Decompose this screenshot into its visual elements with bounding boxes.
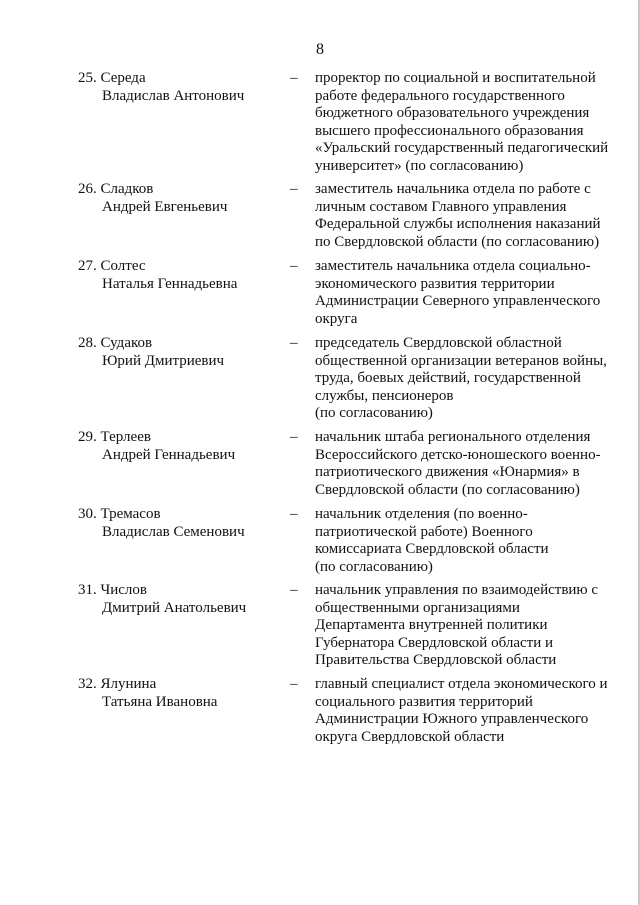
member-given-name: Владислав Семенович [102,523,245,540]
position-line: «Уральский государственный педагогический [315,140,609,156]
member-name [78,181,278,216]
member-position [315,676,625,746]
position-line: заместитель начальника отдела социально- [315,258,591,274]
member-number: 28. [78,335,97,351]
position-line: Департамента внутренней политики [315,617,548,633]
member-name [78,70,278,105]
member-surname: Солтес [100,258,146,274]
dash-separator: – [290,70,298,86]
member-number-surname [78,429,278,447]
dash-separator: – [290,676,298,692]
member-position [315,582,625,670]
page-number: 8 [316,41,324,58]
position-line: (по согласованию) [315,405,433,421]
dash-separator: – [290,335,298,351]
position-line: патриотической работе) Военного [315,523,533,540]
member-number-surname [78,335,278,353]
member-number: 32. [78,676,97,692]
position-line: службы, пенсионеров [315,387,454,404]
member-number-surname [78,506,278,524]
dash-separator: – [290,258,298,274]
member-surname: Ялунина [100,676,157,692]
position-line: работе федерального государственного [315,87,565,104]
member-position [315,429,625,499]
member-number: 29. [78,429,97,445]
position-line: округа [315,310,358,327]
position-line: Федеральной службы исполнения наказаний [315,216,601,232]
member-name [78,506,278,541]
member-number-surname [78,181,278,199]
member-surname: Середа [100,70,146,86]
member-surname: Терлеев [100,429,151,445]
dash-separator: – [290,181,298,197]
member-number: 26. [78,181,97,197]
position-line: комиссариата Свердловской области [315,541,549,557]
position-line: Всероссийского детско-юношеского военно- [315,446,601,463]
position-line: Правительства Свердловской области [315,652,557,668]
position-line: общественной организации ветеранов войны, [315,352,607,369]
member-given-name: Наталья Геннадьевна [102,275,238,292]
member-given-name: Дмитрий Анатольевич [102,599,247,616]
position-line: начальник управления по взаимодействию с [315,582,599,598]
member-name [78,429,278,464]
member-surname: Тремасов [100,506,161,522]
position-line: (по согласованию) [315,558,433,575]
member-given-name: Юрий Дмитриевич [102,352,225,369]
member-name [78,676,278,711]
member-number-surname [78,676,278,694]
member-number: 25. [78,70,97,86]
member-given-name: Татьяна Ивановна [102,693,218,710]
member-number-surname [78,582,278,600]
member-given-name: Андрей Евгеньевич [102,198,228,215]
position-line: бюджетного образовательного учреждения [315,105,590,121]
position-line: личным составом Главного управления [315,198,567,215]
position-line: начальник штаба регионального отделения [315,429,591,445]
member-number-surname [78,70,278,88]
member-number: 31. [78,582,97,598]
position-line: проректор по социальной и воспитательной [315,70,596,86]
member-surname: Сладков [100,181,154,197]
member-given-name: Андрей Геннадьевич [102,446,236,463]
position-line: главный специалист отдела экономического и [315,676,608,692]
member-position [315,181,625,251]
member-surname: Судаков [100,335,153,351]
position-line: университет» (по согласованию) [315,157,524,174]
member-position [315,335,625,423]
position-line: труда, боевых действий, государственной [315,370,581,386]
position-line: председатель Свердловской областной [315,335,562,351]
position-line: Администрации Северного управленческого [315,293,601,309]
position-line: округа Свердловской области [315,728,505,745]
member-name [78,582,278,617]
member-number-surname [78,258,278,276]
position-line: общественными организациями [315,599,520,616]
dash-separator: – [290,429,298,445]
dash-separator: – [290,506,298,522]
member-surname: Числов [100,582,148,598]
member-position [315,506,625,576]
position-line: Свердловской области (по согласованию) [315,481,580,498]
position-line: экономического развития территории [315,275,555,292]
member-given-name: Владислав Антонович [102,87,245,104]
member-number: 27. [78,258,97,274]
position-line: патриотического движения «Юнармия» в [315,464,580,480]
position-line: Администрации Южного управленческого [315,711,589,727]
position-line: высшего профессионального образования [315,122,584,139]
position-line: по Свердловской области (по согласованию) [315,233,600,250]
position-line: социального развития территорий [315,693,533,710]
member-position [315,70,625,175]
dash-separator: – [290,582,298,598]
member-name [78,258,278,293]
member-position [315,258,625,328]
member-name [78,335,278,370]
member-number: 30. [78,506,97,522]
position-line: начальник отделения (по военно- [315,506,528,522]
position-line: Губернатора Свердловской области и [315,634,554,651]
position-line: заместитель начальника отдела по работе с [315,181,591,197]
